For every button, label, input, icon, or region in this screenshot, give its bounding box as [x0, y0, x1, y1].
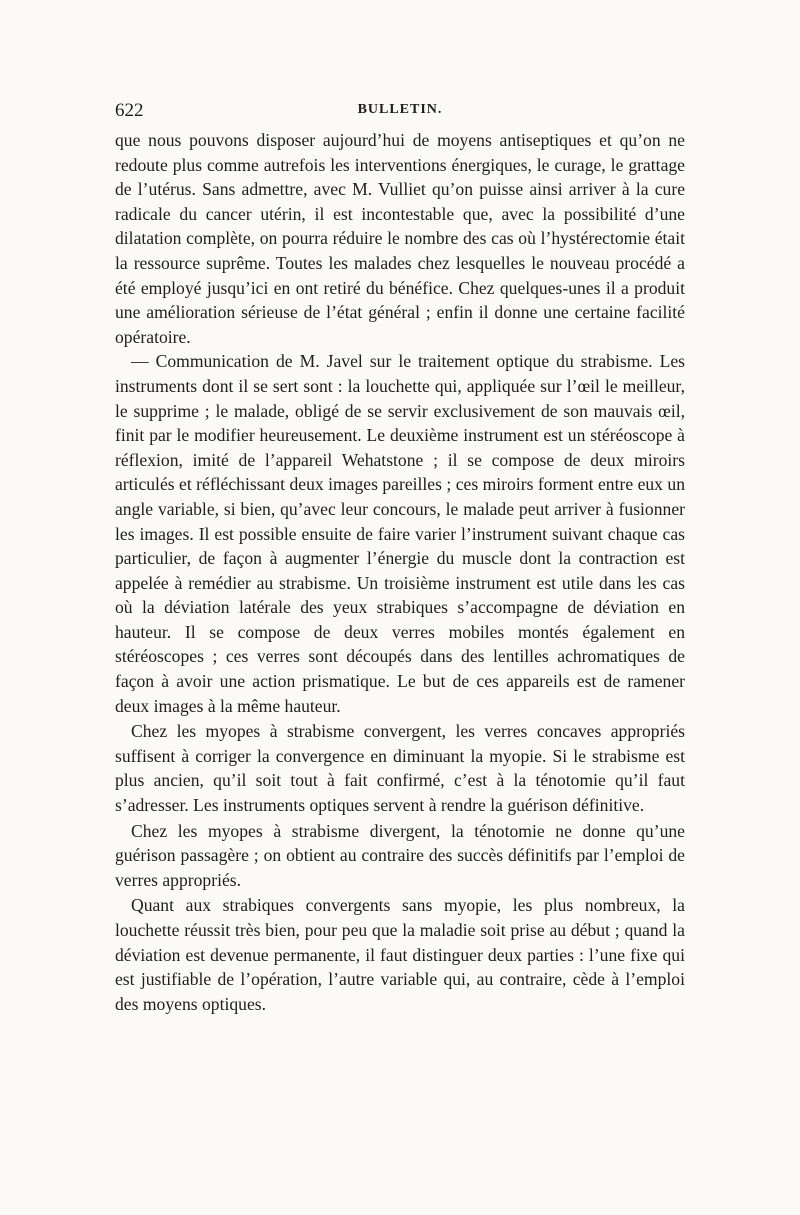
body-text: [115, 128, 685, 1016]
paragraph-myopes-convergent: Chez les myopes à strabisme convergent, les verres concaves appropriés suffisent à corriger la convergence en diminuant la myopie. Si le strabisme est plus ancien, qu’il soit tout à fait confirmé, c’est à la ténotomie qu’il faut s’adresser. Les instruments optiques servent à rendre la guérison définitive.: [115, 721, 685, 816]
paragraph-strabiques-sans-myopie: Quant aux strabiques convergents sans myopie, les plus nombreux, la louchette réussit très bien, pour peu que la maladie soit prise au début ; quand la déviation est devenue permanente, il faut distinguer deux parties : l’une fixe qui est justifiable de l’opération, l’autre variable qui, au contraire, cède à l’emploi des moyens optiques.: [115, 895, 685, 1014]
page-header: [115, 100, 685, 124]
paragraph-communication-javel: — Communication de M. Javel sur le traitement optique du strabisme. Les instruments dont il se sert sont : la louchette qui, appliquée sur l’œil le meilleur, le supprime ; le malade, obligé de se servir exclusivement de son mauvais œil, finit par le modifier heureusement. Le deuxième instrument est un stéréoscope à réflexion, imité de l’appareil Wehatstone ; il se compose de deux miroirs articulés et réfléchissant deux images pareilles ; ces miroirs forment entre eux un angle variable, si bien, qu’avec leur concours, le malade peut arriver à fusionner les images. Il est possible ensuite de faire varier l’instrument suivant chaque cas particulier, de façon à augmenter l’énergie du muscle dont la contraction est appelée à remédier au strabisme. Un troisième instrument est utile dans les cas où la déviation latérale des yeux strabiques s’accompagne de déviation en hauteur. Il se compose de deux verres mobiles montés également en stéréoscopes ; ces verres sont découpés dans des lentilles achromatiques de façon à avoir une action prismatique. Le but de ces appareils est de ramener deux images à la même hauteur.: [115, 351, 685, 716]
page-number: 622: [115, 100, 144, 121]
running-head: BULLETIN.: [357, 102, 443, 117]
paragraph-myopes-divergent: Chez les myopes à strabisme divergent, la ténotomie ne donne qu’une guérison passagère ; on obtient au contraire des succès définitifs par l’emploi de verres appropriés.: [115, 820, 685, 890]
paragraph-continuation: que nous pouvons disposer aujourd’hui de moyens antiseptiques et qu’on ne redoute plus comme autrefois les interventions énergiques, le curage, le grattage de l’utérus. Sans admettre, avec M. Vulliet qu’on puisse ainsi arriver à la cure radicale du cancer utérin, il est incontestable que, avec la possibilité d’une dilatation complète, on pourra réduire le nombre des cas où l’hystérectomie était la ressource suprême. Toutes les malades chez lesquelles le nouveau procédé a été employé jusqu’ici en ont retiré du bénéfice. Chez quelques-unes il a produit une amélioration sérieuse de l’état général ; enfin il donne une certaine facilité opératoire.: [115, 130, 685, 347]
